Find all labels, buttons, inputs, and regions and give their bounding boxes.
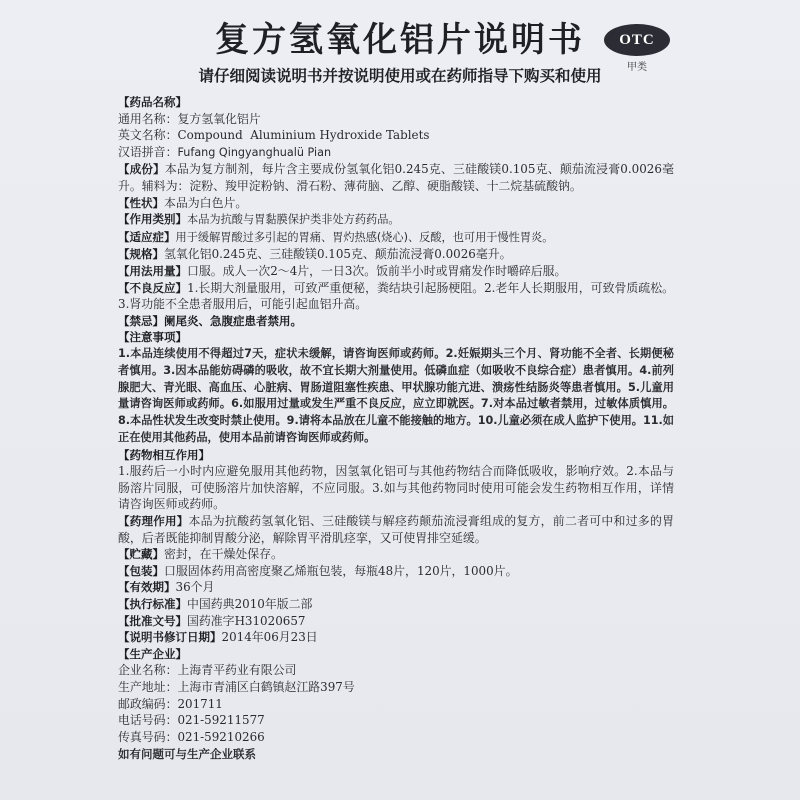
section-label: 【用法用量】 <box>118 263 187 278</box>
section-text: 本品为抗酸与胃黏膜保护类非处方药药品。 <box>187 213 400 227</box>
company-name-row <box>118 662 674 679</box>
otc-class-label: 甲类 <box>627 62 647 73</box>
section-specification <box>118 246 674 263</box>
section-standard <box>118 596 674 613</box>
section-text: 1.长期大剂量服用，可致严重便秘，粪结块引起肠梗阻。2.老年人长期服用，可致骨质疏松。3.肾功能不全患者服用后，可能引起血铝升高。 <box>118 280 674 312</box>
section-revision-date <box>118 629 674 646</box>
section-approval <box>118 613 674 630</box>
field-label: 汉语拼音： <box>118 144 178 159</box>
section-manufacturer-heading <box>118 646 674 663</box>
section-label: 【注意事项】 <box>118 330 187 345</box>
section-interactions-text: 1.服药后一小时内应避免服用其他药物，因氢氧化铝可与其他药物结合而降低吸收，影响疗效。2.本品与肠溶片同服，可使肠溶片加快溶解，不应同服。3.如与其他药物同时使用可能会发生药物相互作用，详情请咨询医师或药师。 <box>118 464 674 512</box>
section-indications <box>118 229 674 247</box>
field-value: Compound Aluminium Hydroxide Tablets <box>177 128 430 143</box>
section-text: 本品为白色片。 <box>164 195 248 210</box>
section-label: 【生产企业】 <box>118 646 187 661</box>
section-label: 【药理作用】 <box>118 514 189 529</box>
section-adverse-reactions <box>118 280 674 313</box>
field-value: 021-59210266 <box>177 729 265 744</box>
section-text: 本品为抗酸药氢氧化铝、三硅酸镁与解痉药颠茄流浸膏组成的复方，前二者可中和过多的胃酸，后者既能抑制胃酸分泌，解除胃平滑肌痉挛，又可使胃排空延缓。 <box>118 514 674 545</box>
section-text: 本品为复方制剂，每片含主要成份氢氧化铝0.245克、三硅酸镁0.105克、颠茄流浸膏0.0026毫升。辅料为：淀粉、羧甲淀粉钠、滑石粉、薄荷脑、乙醇、硬脂酸镁、十二烷基硫酸钠。 <box>118 162 674 193</box>
section-text: 2014年06月23日 <box>221 630 318 645</box>
section-label: 【禁忌】 <box>118 313 164 328</box>
section-drug-name <box>118 94 674 111</box>
otc-badge: OTC <box>604 24 670 56</box>
field-label: 通用名称： <box>118 111 178 126</box>
section-storage <box>118 546 674 563</box>
section-contraindications <box>118 313 674 330</box>
field-value: 201711 <box>177 696 223 711</box>
postcode-row <box>118 696 674 713</box>
section-label: 【批准文号】 <box>118 613 187 628</box>
section-text: 用于缓解胃酸过多引起的胃痛、胃灼热感(烧心)、反酸，也可用于慢性胃炎。 <box>175 230 554 244</box>
section-label: 【规格】 <box>118 247 164 262</box>
fax-row <box>118 729 674 746</box>
section-text: 国药准字H31020657 <box>187 613 306 628</box>
section-precautions-heading <box>118 329 674 346</box>
section-label: 【适应症】 <box>118 229 176 244</box>
section-text: 密封，在干燥处保存。 <box>164 547 283 562</box>
section-precautions-text: 1.本品连续使用不得超过7天，症状未缓解，请咨询医师或药师。2.妊娠期头三个月、肾功能不全者、长期便秘者慎用。3.因本品能妨碍磷的吸收，故不宜长期大剂量使用。低磷血症（如吸收不良综合症）患者慎用。4.前列腺肥大、青光眼、高血压、心脏病、胃肠道阻塞性疾患、甲状腺功能亢进、溃疡性结肠炎等患者慎用。5.儿童用量请咨询医师或药师。6.如服用过量或发生严重不良反应，应立即就医。7.对本品过敏者禁用，过敏体质慎用。8.本品性状发生改变时禁止使用。9.请将本品放在儿童不能接触的地方。10.儿童必须在成人监护下使用。11.如正在使用其他药品，使用本品前请咨询医师或药师。 <box>118 346 674 444</box>
field-label: 传真号码： <box>118 729 178 744</box>
section-text: 口服固体药用高密度聚乙烯瓶包装，每瓶48片，120片，1000片。 <box>164 563 518 578</box>
company-address-row <box>118 679 674 696</box>
section-interactions-heading <box>118 447 674 464</box>
section-label: 【执行标准】 <box>118 597 187 612</box>
section-label: 【成份】 <box>118 162 165 177</box>
field-label: 电话号码： <box>118 713 178 728</box>
section-package <box>118 563 674 580</box>
section-label: 【不良反应】 <box>118 280 188 295</box>
document-subtitle: 请仔细阅读说明书并按说明使用或在药师指导下购买和使用 <box>198 67 602 85</box>
field-value: 复方氢氧化铝片 <box>177 111 261 126</box>
contact-note: 如有问题可与生产企业联系 <box>118 747 256 762</box>
section-text: 中国药典2010年版二部 <box>187 597 313 612</box>
section-label: 【贮藏】 <box>118 547 164 562</box>
section-appearance <box>118 195 674 212</box>
english-name-row <box>118 127 674 144</box>
generic-name-row <box>118 111 674 128</box>
section-label: 【说明书修订日期】 <box>118 630 222 645</box>
field-value: Fufang Qingyanghualü Pian <box>177 145 332 159</box>
section-composition <box>118 161 674 194</box>
document-title: 复方氢氧化铝片说明书 <box>215 20 585 60</box>
section-label: 【包装】 <box>118 563 164 578</box>
section-text: 36个月 <box>175 580 215 595</box>
section-dosage <box>118 263 674 280</box>
field-label: 邮政编码： <box>118 696 178 711</box>
section-label: 【药物相互作用】 <box>118 447 210 462</box>
field-value: 上海市青浦区白鹤镇赵江路397号 <box>177 680 355 694</box>
field-label: 生产地址： <box>118 680 178 694</box>
leaflet-body <box>118 94 674 763</box>
field-value: 021-59211577 <box>177 713 265 728</box>
section-label: 【作用类别】 <box>118 212 187 227</box>
section-pharmacology <box>118 513 674 546</box>
section-validity <box>118 579 674 596</box>
section-label: 【性状】 <box>118 195 164 210</box>
section-category <box>118 211 674 229</box>
phone-row <box>118 712 674 729</box>
section-text: 氢氧化铝0.245克、三硅酸镁0.105克、颠茄流浸膏0.0026毫升。 <box>164 247 512 262</box>
section-text: 口服。成人一次2～4片，一日3次。饭前半小时或胃痛发作时嚼碎后服。 <box>187 263 567 278</box>
field-label: 企业名称： <box>118 663 178 678</box>
field-value: 上海青平药业有限公司 <box>177 663 297 678</box>
section-label: 【有效期】 <box>118 580 176 595</box>
pinyin-name-row <box>118 144 674 162</box>
section-label: 【药品名称】 <box>118 95 187 109</box>
section-text: 阑尾炎、急腹症患者禁用。 <box>164 313 302 328</box>
field-label: 英文名称： <box>118 128 178 143</box>
